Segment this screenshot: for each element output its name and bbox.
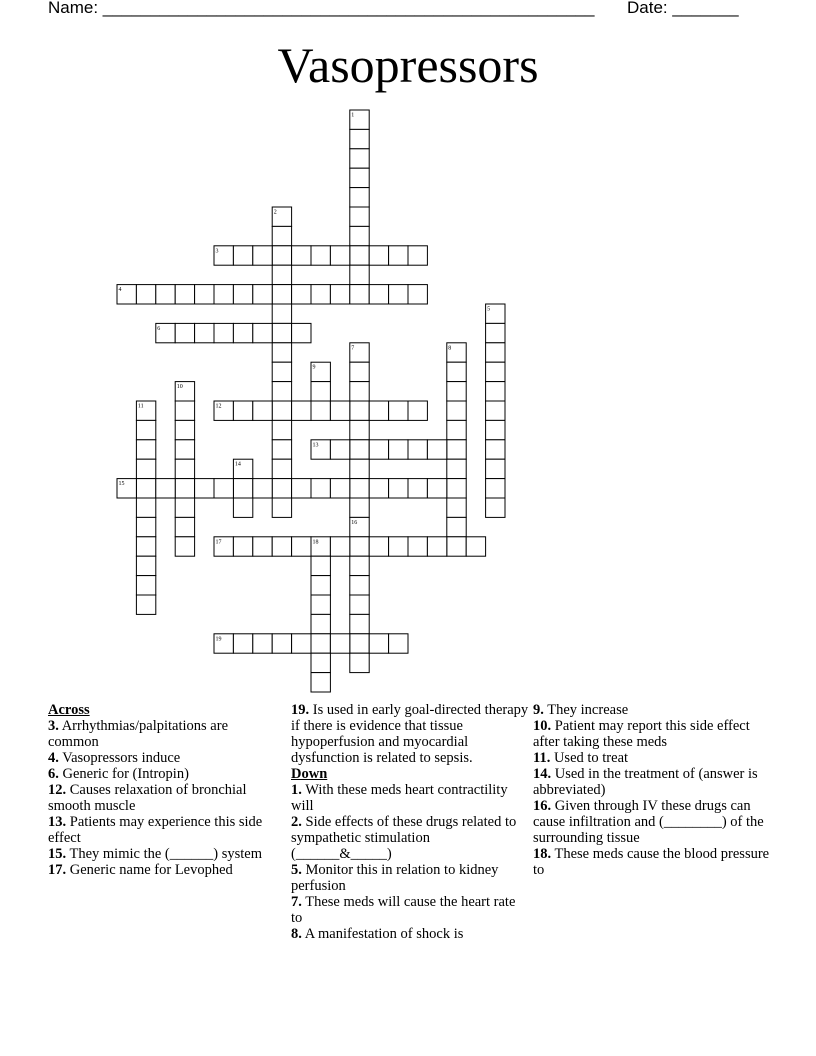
grid-cell[interactable] bbox=[233, 537, 252, 556]
grid-cell[interactable] bbox=[330, 440, 349, 459]
grid-clue-number: 8 bbox=[448, 345, 452, 352]
grid-cell[interactable] bbox=[408, 440, 427, 459]
grid-cell[interactable] bbox=[350, 382, 369, 401]
grid-cell[interactable] bbox=[136, 498, 155, 517]
grid-cell[interactable] bbox=[214, 285, 233, 304]
grid-cell[interactable] bbox=[175, 401, 194, 420]
grid-cell[interactable] bbox=[330, 246, 349, 265]
grid-cell[interactable] bbox=[136, 556, 155, 575]
grid-cell[interactable] bbox=[350, 188, 369, 207]
grid-cell[interactable] bbox=[175, 479, 194, 498]
grid-cell[interactable] bbox=[350, 614, 369, 633]
grid-cell[interactable] bbox=[350, 479, 369, 498]
grid-cell[interactable] bbox=[272, 362, 291, 381]
grid-clue-number: 17 bbox=[215, 539, 222, 546]
grid-cell[interactable] bbox=[369, 537, 388, 556]
grid-cell[interactable] bbox=[233, 498, 252, 517]
grid-cell[interactable] bbox=[311, 401, 330, 420]
grid-cell[interactable] bbox=[350, 440, 369, 459]
grid-cell[interactable] bbox=[233, 246, 252, 265]
grid-cell[interactable] bbox=[350, 537, 369, 556]
grid-cell[interactable] bbox=[350, 420, 369, 439]
grid-cell[interactable] bbox=[389, 440, 408, 459]
grid-cell[interactable] bbox=[253, 634, 272, 653]
grid-cell[interactable] bbox=[350, 634, 369, 653]
grid-cell[interactable] bbox=[350, 653, 369, 672]
grid-clue-number: 19 bbox=[215, 636, 222, 643]
grid-cell[interactable] bbox=[486, 362, 505, 381]
clue-down-2: 2. Side effects of these drugs related to sympathetic stimulation (______&_____) bbox=[291, 814, 517, 862]
grid-cell[interactable] bbox=[389, 537, 408, 556]
grid-cell[interactable] bbox=[350, 401, 369, 420]
grid-cell[interactable] bbox=[136, 420, 155, 439]
grid-cell[interactable] bbox=[486, 382, 505, 401]
grid-cell[interactable] bbox=[195, 479, 214, 498]
grid-cell[interactable] bbox=[272, 498, 291, 517]
grid-cell[interactable] bbox=[311, 556, 330, 575]
grid-cell[interactable] bbox=[292, 401, 311, 420]
grid-cell[interactable] bbox=[272, 634, 291, 653]
clue-down-5: 5. Monitor this in relation to kidney perfusion bbox=[291, 862, 499, 894]
grid-cell[interactable] bbox=[292, 323, 311, 342]
grid-cell[interactable] bbox=[175, 420, 194, 439]
grid-cell[interactable] bbox=[350, 556, 369, 575]
grid-clue-number: 4 bbox=[118, 287, 122, 294]
clue-down-8: 8. A manifestation of shock is bbox=[291, 926, 464, 942]
grid-cell[interactable] bbox=[427, 479, 446, 498]
clue-across-17: 17. Generic name for Levophed bbox=[48, 862, 233, 878]
grid-cell[interactable] bbox=[233, 479, 252, 498]
grid-cell[interactable] bbox=[350, 459, 369, 478]
clue-across-19: 19. Is used in early goal-directed therapy if there is evidence that tissue hypoperfusion and myocardial dysfunction is related to sepsis. bbox=[291, 702, 529, 766]
grid-cell[interactable] bbox=[447, 362, 466, 381]
grid-cell[interactable] bbox=[233, 285, 252, 304]
grid-clue-number: 10 bbox=[176, 384, 183, 391]
grid-cell[interactable] bbox=[272, 459, 291, 478]
grid-cell[interactable] bbox=[350, 226, 369, 245]
grid-cell[interactable] bbox=[311, 382, 330, 401]
grid-cell[interactable] bbox=[311, 246, 330, 265]
clue-across-4: 4. Vasopressors induce bbox=[48, 750, 181, 766]
grid-cell[interactable] bbox=[486, 420, 505, 439]
grid-cell[interactable] bbox=[330, 479, 349, 498]
grid-clue-number: 13 bbox=[312, 442, 319, 449]
grid-cell[interactable] bbox=[447, 382, 466, 401]
grid-cell[interactable] bbox=[272, 537, 291, 556]
grid-cell[interactable] bbox=[486, 479, 505, 498]
grid-cell[interactable] bbox=[175, 323, 194, 342]
grid-cell[interactable] bbox=[350, 265, 369, 284]
clue-down-7: 7. These meds will cause the heart rate to bbox=[291, 894, 516, 926]
grid-cell[interactable] bbox=[447, 479, 466, 498]
grid-cell[interactable] bbox=[486, 459, 505, 478]
grid-cell[interactable] bbox=[466, 537, 485, 556]
grid-cell[interactable] bbox=[233, 323, 252, 342]
clue-down-14: 14. Used in the treatment of (answer is abbreviated) bbox=[533, 766, 758, 798]
grid-cell[interactable] bbox=[272, 343, 291, 362]
grid-cell[interactable] bbox=[253, 537, 272, 556]
grid-cell[interactable] bbox=[369, 401, 388, 420]
grid-clue-number: 6 bbox=[157, 325, 161, 332]
grid-cell[interactable] bbox=[486, 498, 505, 517]
grid-cell[interactable] bbox=[330, 285, 349, 304]
grid-cell[interactable] bbox=[408, 537, 427, 556]
clues-column-1 bbox=[48, 702, 280, 878]
grid-cell[interactable] bbox=[408, 401, 427, 420]
grid-cell[interactable] bbox=[136, 595, 155, 614]
clue-down-11: 11. Used to treat bbox=[533, 750, 629, 766]
clue-across-13: 13. Patients may experience this side effect bbox=[48, 814, 263, 846]
grid-cell[interactable] bbox=[427, 537, 446, 556]
grid-cell[interactable] bbox=[233, 634, 252, 653]
grid-cell[interactable] bbox=[369, 246, 388, 265]
grid-cell[interactable] bbox=[408, 285, 427, 304]
grid-cell[interactable] bbox=[447, 401, 466, 420]
grid-cell[interactable] bbox=[214, 323, 233, 342]
grid-clue-number: 12 bbox=[215, 403, 222, 410]
grid-cell[interactable] bbox=[136, 459, 155, 478]
grid-cell[interactable] bbox=[136, 479, 155, 498]
grid-clue-number: 7 bbox=[351, 345, 355, 352]
grid-cell[interactable] bbox=[272, 323, 291, 342]
clue-down-16: 16. Given through IV these drugs can cause infiltration and (________) of the surrounding tissue bbox=[533, 798, 764, 846]
grid-cell[interactable] bbox=[292, 634, 311, 653]
grid-cell[interactable] bbox=[272, 285, 291, 304]
grid-clue-number: 15 bbox=[118, 481, 125, 488]
grid-cell[interactable] bbox=[447, 459, 466, 478]
grid-cell[interactable] bbox=[175, 440, 194, 459]
grid-cell[interactable] bbox=[330, 537, 349, 556]
grid-cell[interactable] bbox=[447, 498, 466, 517]
clues-column-2 bbox=[291, 702, 529, 942]
grid-cell[interactable] bbox=[136, 440, 155, 459]
grid-cell[interactable] bbox=[369, 479, 388, 498]
grid-cell[interactable] bbox=[311, 595, 330, 614]
grid-cell[interactable] bbox=[486, 343, 505, 362]
grid-cell[interactable] bbox=[408, 479, 427, 498]
grid-cell[interactable] bbox=[175, 459, 194, 478]
grid-cell[interactable] bbox=[311, 576, 330, 595]
clue-down-1: 1. With these meds heart contractility will bbox=[291, 782, 508, 814]
grid-cell[interactable] bbox=[272, 304, 291, 323]
grid-clue-number: 5 bbox=[487, 306, 491, 313]
grid-cell[interactable] bbox=[175, 498, 194, 517]
grid-cell[interactable] bbox=[447, 537, 466, 556]
grid-cell[interactable] bbox=[195, 323, 214, 342]
grid-cell[interactable] bbox=[156, 285, 175, 304]
grid-cell[interactable] bbox=[136, 576, 155, 595]
grid-cell[interactable] bbox=[330, 634, 349, 653]
grid-cell[interactable] bbox=[253, 246, 272, 265]
page-title: Vasopressors bbox=[277, 37, 539, 93]
grid-cell[interactable] bbox=[253, 285, 272, 304]
date-field-label: Date: _______ bbox=[627, 0, 739, 17]
grid-cell[interactable] bbox=[272, 479, 291, 498]
name-field-label: Name: ____________________________________________________ bbox=[48, 0, 595, 17]
grid-cell[interactable] bbox=[447, 517, 466, 536]
grid-cell[interactable] bbox=[253, 479, 272, 498]
grid-cell[interactable] bbox=[311, 479, 330, 498]
grid-cell[interactable] bbox=[292, 537, 311, 556]
grid-cell[interactable] bbox=[311, 653, 330, 672]
grid-cell[interactable] bbox=[272, 401, 291, 420]
grid-cell[interactable] bbox=[389, 285, 408, 304]
grid-cell[interactable] bbox=[369, 440, 388, 459]
grid-clue-number: 2 bbox=[273, 209, 277, 216]
across-heading: Across bbox=[48, 702, 90, 718]
grid-cell[interactable] bbox=[253, 323, 272, 342]
grid-clue-number: 11 bbox=[137, 403, 144, 410]
grid-cell[interactable] bbox=[389, 246, 408, 265]
grid-cell[interactable] bbox=[350, 498, 369, 517]
grid-cell[interactable] bbox=[195, 285, 214, 304]
grid-cell[interactable] bbox=[447, 420, 466, 439]
grid-cell[interactable] bbox=[136, 285, 155, 304]
grid-cell[interactable] bbox=[350, 168, 369, 187]
grid-cell[interactable] bbox=[311, 634, 330, 653]
grid-cell[interactable] bbox=[272, 420, 291, 439]
clue-down-18: 18. These meds cause the blood pressure to bbox=[533, 846, 770, 878]
grid-cell[interactable] bbox=[175, 285, 194, 304]
grid-cell[interactable] bbox=[350, 129, 369, 148]
grid-cell[interactable] bbox=[389, 401, 408, 420]
grid-cell[interactable] bbox=[311, 285, 330, 304]
grid-cell[interactable] bbox=[253, 401, 272, 420]
clue-across-6: 6. Generic for (Intropin) bbox=[48, 766, 189, 782]
grid-cell[interactable] bbox=[350, 207, 369, 226]
grid-cell[interactable] bbox=[350, 149, 369, 168]
grid-cell[interactable] bbox=[389, 479, 408, 498]
grid-cell[interactable] bbox=[175, 517, 194, 536]
grid-cell[interactable] bbox=[272, 382, 291, 401]
grid-clue-number: 3 bbox=[215, 248, 219, 255]
grid-cell[interactable] bbox=[408, 246, 427, 265]
grid-cell[interactable] bbox=[292, 479, 311, 498]
grid-cell[interactable] bbox=[292, 285, 311, 304]
grid-cell[interactable] bbox=[350, 595, 369, 614]
clue-across-3: 3. Arrhythmias/palpitations are common bbox=[48, 718, 229, 750]
grid-cell[interactable] bbox=[350, 285, 369, 304]
clues-column-3 bbox=[533, 702, 773, 878]
grid-cell[interactable] bbox=[272, 226, 291, 245]
grid-clue-number: 1 bbox=[351, 112, 355, 119]
grid-cell[interactable] bbox=[136, 537, 155, 556]
grid-cell[interactable] bbox=[156, 479, 175, 498]
grid-cell[interactable] bbox=[447, 440, 466, 459]
grid-cell[interactable] bbox=[292, 246, 311, 265]
grid-cell[interactable] bbox=[175, 537, 194, 556]
down-heading: Down bbox=[291, 766, 328, 782]
clue-across-12: 12. Causes relaxation of bronchial smooth muscle bbox=[48, 782, 247, 814]
grid-cell[interactable] bbox=[136, 517, 155, 536]
grid-cell[interactable] bbox=[389, 634, 408, 653]
grid-cell[interactable] bbox=[486, 440, 505, 459]
grid-cell[interactable] bbox=[311, 673, 330, 692]
clue-down-9: 9. They increase bbox=[533, 702, 629, 718]
grid-cell[interactable] bbox=[486, 401, 505, 420]
grid-cell[interactable] bbox=[350, 246, 369, 265]
grid-cell[interactable] bbox=[330, 401, 349, 420]
grid-cell[interactable] bbox=[369, 634, 388, 653]
grid-cell[interactable] bbox=[369, 285, 388, 304]
grid-cell[interactable] bbox=[427, 440, 446, 459]
grid-cell[interactable] bbox=[350, 576, 369, 595]
grid-cell[interactable] bbox=[272, 440, 291, 459]
grid-clue-number: 9 bbox=[312, 364, 316, 371]
grid-cell[interactable] bbox=[272, 246, 291, 265]
grid-cell[interactable] bbox=[272, 265, 291, 284]
clue-down-10: 10. Patient may report this side effect after taking these meds bbox=[533, 718, 750, 750]
grid-cell[interactable] bbox=[214, 479, 233, 498]
grid-cell[interactable] bbox=[486, 323, 505, 342]
grid-cell[interactable] bbox=[350, 362, 369, 381]
clue-across-15: 15. They mimic the (______) system bbox=[48, 846, 262, 862]
grid-cell[interactable] bbox=[311, 614, 330, 633]
grid-cell[interactable] bbox=[233, 401, 252, 420]
grid-clue-number: 18 bbox=[312, 539, 319, 546]
grid-clue-number: 14 bbox=[234, 461, 241, 468]
grid-clue-number: 16 bbox=[351, 519, 358, 526]
